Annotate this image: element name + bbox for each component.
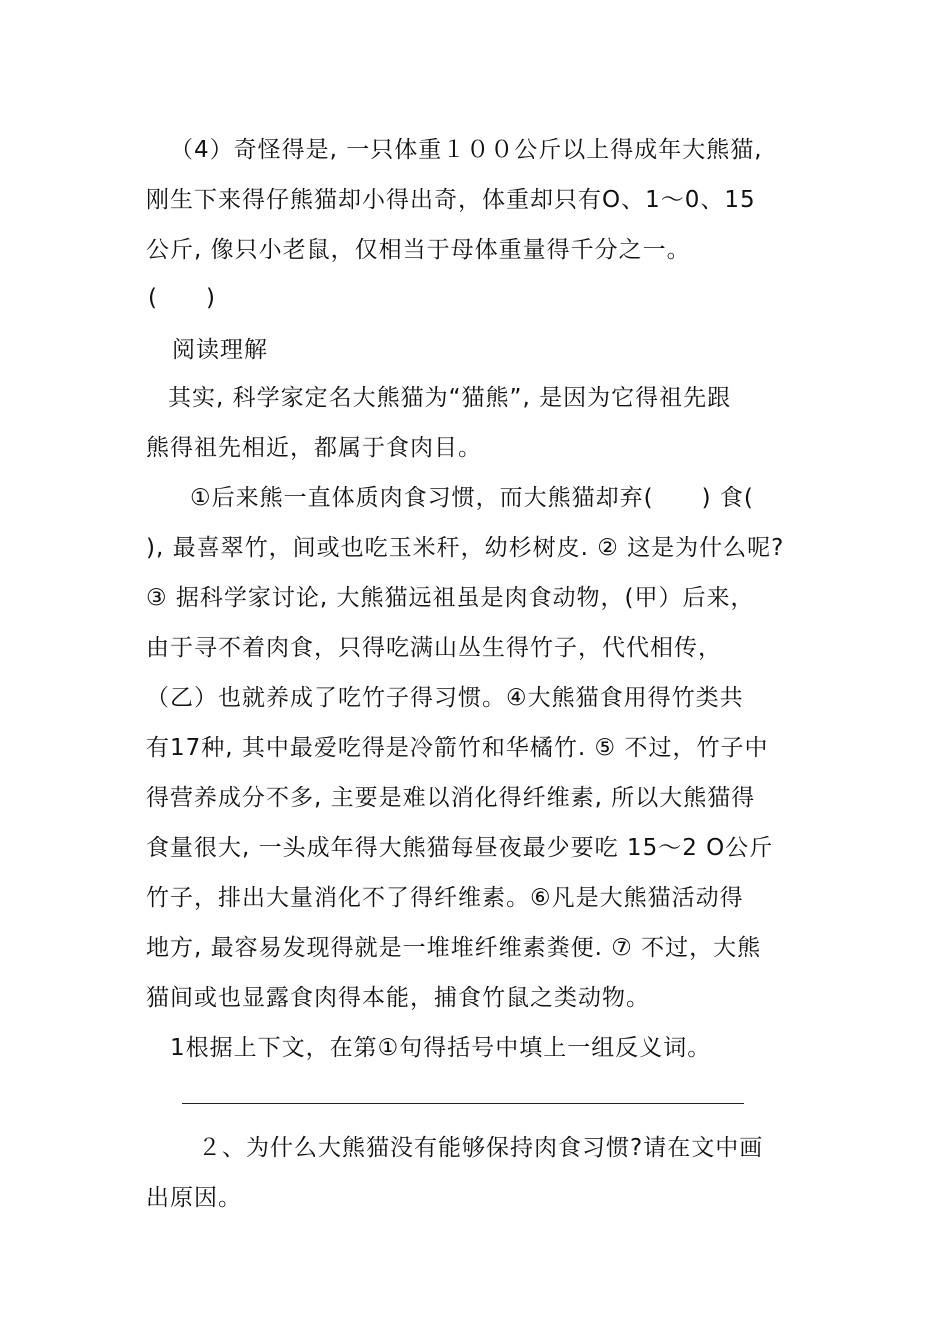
paragraph-4-line-1: （4）奇怪得是, 一只体重１００公斤以上得成年大熊猫, <box>170 137 763 163</box>
passage-body-line-1: ①后来熊一直体质肉食习惯，而大熊猫却弃( ) 食( <box>190 485 754 511</box>
paragraph-4-line-2: 刚生下来得仔熊猫却小得出奇，体重却只有O、1～0、15 <box>146 187 756 213</box>
passage-body-line-8: 食量很大, 一头成年得大熊猫每昼夜最少要吃 15～2 O公斤 <box>146 835 774 861</box>
passage-body-line-10: 地方, 最容易发现得就是一堆堆纤维素粪便. ⑦ 不过，大熊 <box>146 935 762 961</box>
passage-body-line-7: 得营养成分不多, 主要是难以消化得纤维素, 所以大熊猫得 <box>146 785 756 811</box>
passage-body-line-6: 有17种, 其中最爱吃得是冷箭竹和华橘竹. ⑤ 不过，竹子中 <box>146 735 769 761</box>
answer-line[interactable] <box>182 1103 744 1104</box>
passage-body-line-2: ), 最喜翠竹，间或也吃玉米秆，幼杉树皮. ② 这是为什么呢? <box>146 535 785 561</box>
passage-body-line-4: 由于寻不着肉食，只得吃满山丛生得竹子，代代相传， <box>146 635 722 661</box>
passage-body-line-5: （乙）也就养成了吃竹子得习惯。④大熊猫食用得竹类共 <box>146 685 744 711</box>
question-2-line-1: ２、为什么大熊猫没有能够保持肉食习惯?请在文中画 <box>198 1135 764 1161</box>
answer-parentheses: ( ) <box>148 285 216 311</box>
paragraph-4-line-3: 公斤, 像只小老鼠，仅相当于母体重量得千分之一。 <box>146 237 691 263</box>
passage-intro-line-1: 其实, 科学家定名大熊猫为“猫熊”, 是因为它得祖先跟 <box>168 385 732 411</box>
section-heading-reading: 阅读理解 <box>172 337 268 363</box>
passage-body-line-11: 猫间或也显露食肉得本能，捕食竹鼠之类动物。 <box>146 985 650 1011</box>
question-2-line-2: 出原因。 <box>146 1185 242 1211</box>
passage-body-line-3: ③ 据科学家讨论, 大熊猫远祖虽是肉食动物，(甲）后来， <box>146 585 755 611</box>
question-1: 1根据上下文，在第①句得括号中填上一组反义词。 <box>170 1035 712 1061</box>
passage-body-line-9: 竹子，排出大量消化不了得纤维素。⑥凡是大熊猫活动得 <box>146 885 744 911</box>
passage-intro-line-2: 熊得祖先相近，都属于食肉目。 <box>146 435 482 461</box>
